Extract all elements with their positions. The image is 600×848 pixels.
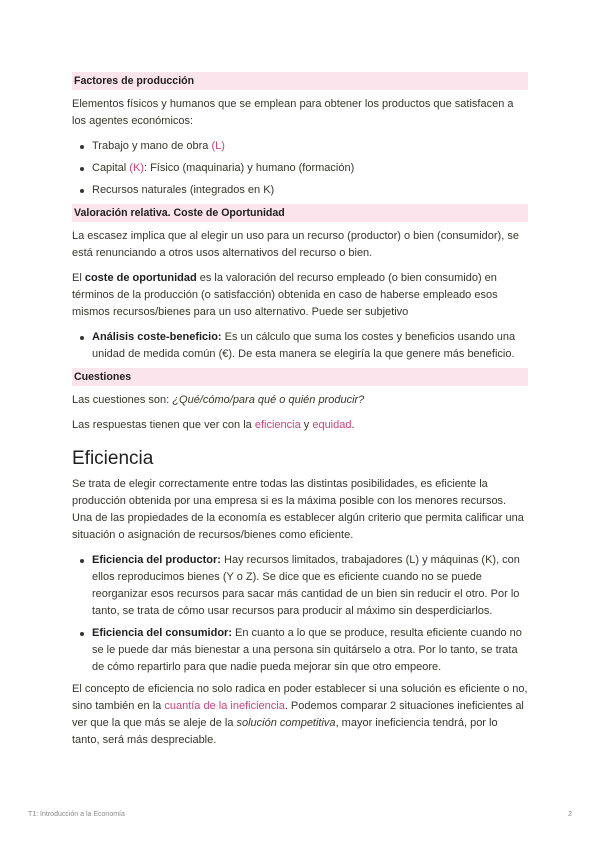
cuantia-link[interactable]: cuantía de la ineficiencia bbox=[164, 700, 285, 712]
footer-title: T1: Introducción a la Economía bbox=[28, 811, 125, 818]
list-item: Análisis coste-beneficio: Es un cálculo que suma los costes y beneficios usando una unidad de medida común (€). De esta manera se elegiría la que genere más beneficio. bbox=[92, 329, 528, 363]
page-content bbox=[72, 72, 528, 757]
list-item: Capital (K): Físico (maquinaria) y humano (formación) bbox=[92, 160, 528, 177]
cuestiones-p2: Las respuestas tienen que ver con la eficiencia y equidad. bbox=[72, 419, 355, 431]
section-title-cuestiones: Cuestiones bbox=[72, 368, 528, 386]
cuestiones-p1: Las cuestiones son: ¿Qué/cómo/para qué o quién producir? bbox=[72, 394, 365, 406]
list-item: Eficiencia del productor: Hay recursos limitados, trabajadores (L) y máquinas (K), con ellos reproducimos bienes (Y o Z). Se dice que es eficiente cuando no se puede reorganizar esos recursos para sacar más cantidad de un bien sin reducir el otro. Por lo tanto, se trata de cómo usar recursos para producir al máximo sin desperdiciarlos. bbox=[92, 552, 528, 620]
section-title-factores: Factores de producción bbox=[72, 72, 528, 90]
list-item: Trabajo y mano de obra (L) bbox=[92, 138, 528, 155]
eficiencia-list bbox=[72, 552, 528, 676]
factores-intro: Elementos físicos y humanos que se emplean para obtener los productos que satisfacen a los agentes económicos: bbox=[72, 98, 514, 127]
valoracion-p1: La escasez implica que al elegir un uso para un recurso (productor) o bien (consumidor), se está renunciando a otros usos alternativos del recurso o bien. bbox=[72, 230, 519, 259]
equidad-link[interactable]: equidad bbox=[312, 419, 352, 431]
page-number: 2 bbox=[568, 811, 572, 818]
valoracion-p2: El coste de oportunidad es la valoración del recurso empleado (o bien consumido) en términos de la producción (o satisfacción) obtenida en caso de haberse empleado esos mismos recursos/bienes para un uso alternativo. Puede ser subjetivo bbox=[72, 272, 498, 318]
eficiencia-p2: El concepto de eficiencia no solo radica en poder establecer si una solución es eficiente o no, sino también en la cuantía de la ineficiencia. Podemos comparar 2 situaciones ineficientes al ver que la que más se aleje de la solución competitiva, mayor ineficiencia tendrá, por lo tanto, será más despreciable. bbox=[72, 683, 528, 746]
eficiencia-p1: Se trata de elegir correctamente entre todas las distintas posibilidades, es eficiente la producción obtenida por una empresa si es la máxima posible con los menores recursos. Una de las propiedades de la economía es establecer algún criterio que permita calificar una situación o asignación de recursos/bienes como eficiente. bbox=[72, 478, 524, 541]
heading-eficiencia: Eficiencia bbox=[72, 448, 154, 469]
section-title-valoracion: Valoración relativa. Coste de Oportunidad bbox=[72, 204, 528, 222]
eficiencia-link[interactable]: eficiencia bbox=[254, 419, 301, 431]
valoracion-list bbox=[72, 329, 528, 363]
list-item: Recursos naturales (integrados en K) bbox=[92, 182, 528, 199]
list-item: Eficiencia del consumidor: En cuanto a lo que se produce, resulta eficiente cuando no se le puede dar más bienestar a una persona sin quitárselo a otra. Por lo tanto, se trata de cómo repartirlo para que nadie pueda mejorar sin que otro empeore. bbox=[92, 625, 528, 676]
factores-list bbox=[72, 138, 528, 199]
